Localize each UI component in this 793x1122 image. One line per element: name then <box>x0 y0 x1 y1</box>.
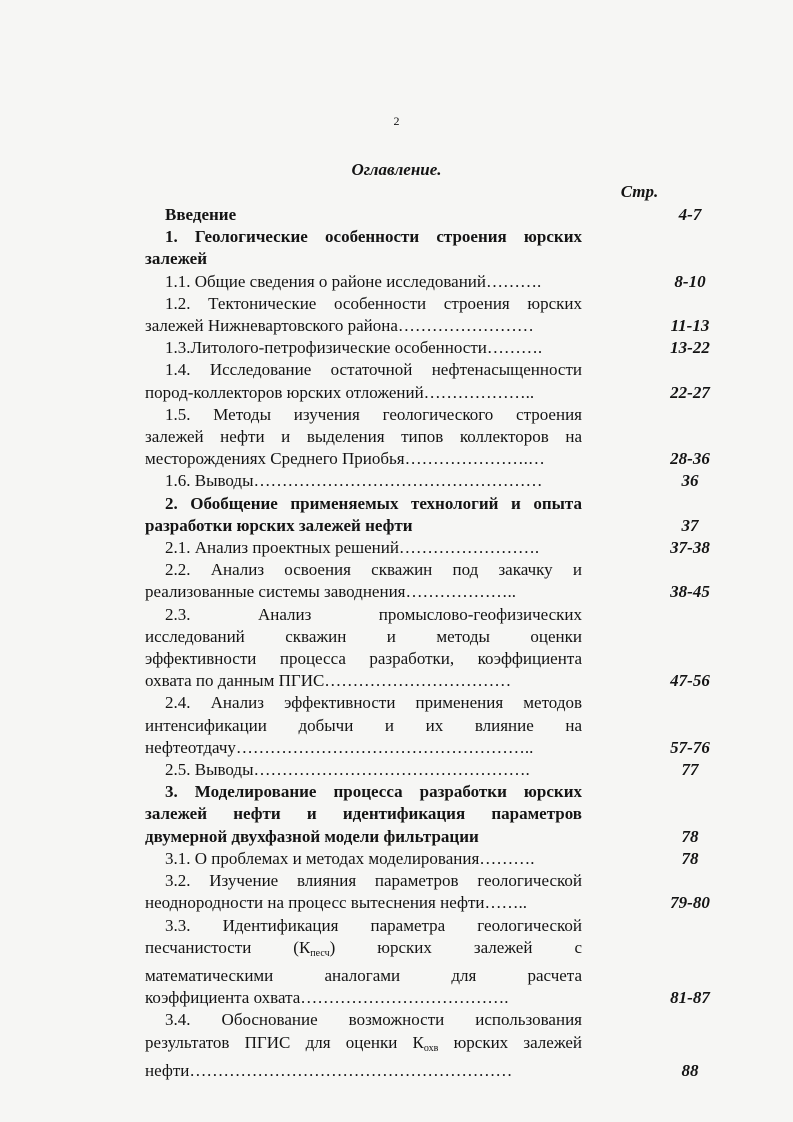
toc-title: Оглавление. <box>351 160 442 179</box>
toc-entry-line: 1.4. Исследование остаточной нефтенасыщенности <box>165 360 582 380</box>
toc-page-number: 4-7 <box>678 205 702 224</box>
toc-entry-line: эффективности процесса разработки, коэффициента <box>145 649 582 669</box>
toc-entry-ch2 <box>145 493 745 537</box>
toc-entry-text <box>145 537 582 559</box>
toc-entry-line: 1.3.Литолого-петрофизические особенности………. <box>165 338 543 358</box>
toc-entry-text <box>145 204 582 226</box>
toc-entry-line: 1.1. Общие сведения о районе исследований………. <box>165 271 542 291</box>
toc-entry-s2-1 <box>145 537 745 559</box>
toc-entry-line: нефти………………………………………………… <box>145 1060 513 1080</box>
toc-page-number: 28-36 <box>670 449 710 469</box>
toc-entry-s3-4 <box>145 1009 745 1082</box>
toc-page-number: 57-76 <box>670 737 710 757</box>
toc-entry-text <box>145 604 582 693</box>
toc-entry-line: 2. Обобщение применяемых технологий и опыта <box>165 493 582 513</box>
toc-entry-ch3 <box>145 781 745 848</box>
toc-entry-line: месторождениях Среднего Приобья………………….… <box>145 449 545 469</box>
toc-entry-line: реализованные системы заводнения……………….. <box>145 582 516 602</box>
toc-entry-s2-2 <box>145 559 745 603</box>
toc-page-number: 47-56 <box>670 671 710 691</box>
toc-page-number: 36 <box>681 471 699 491</box>
toc-entry-line: нефтеотдачу…………………………………………….. <box>145 737 534 757</box>
toc-entry-line: 2.3. Анализ промыслово-геофизических <box>165 604 582 624</box>
toc-page-number: 22-27 <box>670 382 710 402</box>
toc-entry-line: 1.5. Методы изучения геологического строения <box>165 404 582 424</box>
toc-entry-line: математическими аналогами для расчета <box>145 965 582 985</box>
toc-entry-line: двумерной двухфазной модели фильтрации <box>145 826 479 846</box>
toc-entry-line: охвата по данным ПГИС…………………………… <box>145 671 512 691</box>
toc-entry-line: песчанистости $(К_{песч})$ юрских залежей с <box>145 937 582 959</box>
toc-page-number: 11-13 <box>670 316 710 336</box>
toc-entry-line: залежей <box>145 249 208 269</box>
toc-entry-s3-1 <box>145 848 745 870</box>
toc-entry-s1-5 <box>145 404 745 471</box>
page-number: 2 <box>393 114 400 128</box>
toc-entry-text <box>145 848 582 870</box>
toc-entry-text <box>145 1009 582 1082</box>
toc-page-number: 81-87 <box>670 988 710 1008</box>
toc-entry-s1-4 <box>145 359 745 403</box>
toc-entry-line: 2.1. Анализ проектных решений……………………. <box>165 538 540 558</box>
toc-entry-ch1 <box>145 226 745 270</box>
page-column-header: Стр. <box>620 182 659 201</box>
toc-entry-line: 3.2. Изучение влияния параметров геологической <box>165 871 582 891</box>
toc-entry-text <box>145 470 582 492</box>
toc-entry-line: интенсификации добычи и их влияние на <box>145 715 582 735</box>
toc-entry-text <box>145 359 582 403</box>
table-of-contents <box>145 204 745 1082</box>
toc-page-number: 78 <box>681 848 699 868</box>
toc-page-number: 79-80 <box>670 893 710 913</box>
toc-page-number: 37-38 <box>670 538 710 558</box>
toc-entry-text <box>145 915 582 1010</box>
toc-entry-text <box>145 337 582 359</box>
toc-entry-text <box>145 759 582 781</box>
toc-entry-text <box>145 781 582 848</box>
toc-entry-s3-2 <box>145 870 745 914</box>
toc-entry-intro <box>145 204 745 226</box>
toc-entry-line: 2.2. Анализ освоения скважин под закачку и <box>165 560 582 580</box>
toc-entry-text <box>145 293 582 337</box>
toc-entry-text <box>145 271 582 293</box>
toc-entry-s2-3 <box>145 604 745 693</box>
toc-entry-line: Введение <box>165 205 237 224</box>
toc-entry-line: 3. Моделирование процесса разработки юрских <box>165 782 582 802</box>
toc-page-number: 77 <box>681 760 699 780</box>
toc-entry-line: разработки юрских залежей нефти <box>145 515 413 535</box>
toc-entry-line: 1.2. Тектонические особенности строения юрских <box>165 293 582 313</box>
toc-entry-line: 1.6. Выводы…………………………………………… <box>165 471 543 491</box>
toc-entry-line: залежей нефти и выделения типов коллекторов на <box>145 427 582 447</box>
toc-entry-s1-6 <box>145 470 745 492</box>
toc-entry-text <box>145 870 582 914</box>
toc-entry-line: 2.4. Анализ эффективности применения методов <box>165 693 582 713</box>
toc-page-number: 8-10 <box>674 271 706 291</box>
toc-entry-s3-3 <box>145 915 745 1010</box>
toc-entry-line: залежей Нижневартовского района…………………… <box>145 316 534 336</box>
toc-page-number: 78 <box>681 826 699 846</box>
toc-page-number: 37 <box>681 515 699 535</box>
toc-entry-text <box>145 692 582 759</box>
toc-page-number: 88 <box>681 1060 699 1080</box>
toc-entry-line: 1. Геологические особенности строения юрских <box>165 227 582 247</box>
toc-entry-line: 3.1. О проблемах и методах моделирования………. <box>165 848 535 868</box>
toc-entry-line: коэффициента охвата………………………………. <box>145 988 509 1008</box>
toc-entry-s2-5 <box>145 759 745 781</box>
toc-entry-line: 3.4. Обоснование возможности использования <box>165 1010 582 1030</box>
toc-entry-line: неоднородности на процесс вытеснения нефти…….. <box>145 893 527 913</box>
toc-entry-line: 2.5. Выводы…………………………………………. <box>165 760 530 780</box>
toc-entry-line: 3.3. Идентификация параметра геологической <box>165 915 582 935</box>
toc-page-number: 38-45 <box>670 582 710 602</box>
toc-entry-line: залежей нефти и идентификация параметров <box>145 804 582 824</box>
toc-entry-s1-1 <box>145 271 745 293</box>
toc-entry-text <box>145 493 582 537</box>
toc-entry-text <box>145 559 582 603</box>
toc-entry-text <box>145 226 582 270</box>
toc-entry-text <box>145 404 582 471</box>
toc-entry-line: исследований скважин и методы оценки <box>145 626 582 646</box>
toc-entry-s1-3 <box>145 337 745 359</box>
toc-entry-s2-4 <box>145 692 745 759</box>
toc-entry-line: пород-коллекторов юрских отложений……………….. <box>145 382 535 402</box>
toc-entry-line: результатов ПГИС для оценки $К_{охв}$ юрских залежей <box>145 1032 582 1054</box>
toc-page-number: 13-22 <box>670 338 710 358</box>
toc-entry-s1-2 <box>145 293 745 337</box>
